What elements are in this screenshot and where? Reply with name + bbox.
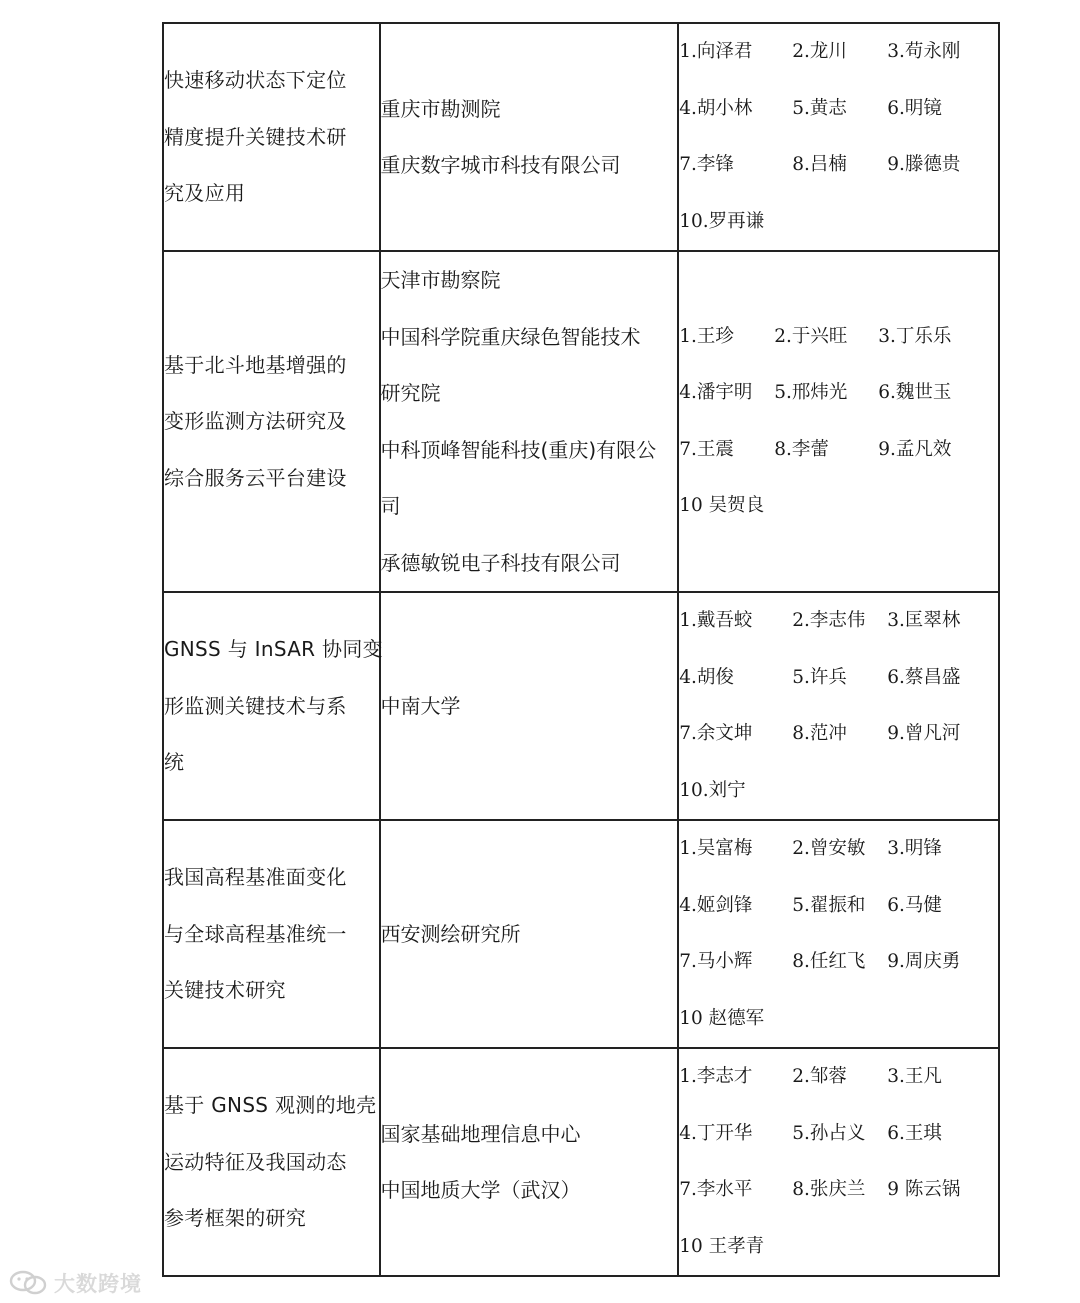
- units-cell: [380, 592, 679, 820]
- unit-name: 中国地质大学（武汉）: [380, 1178, 581, 1202]
- person-name: 4.姬剑锋: [679, 894, 753, 916]
- person-name: 6.王琪: [887, 1122, 942, 1144]
- person-name: 9.周庆勇: [887, 951, 961, 972]
- unit-name: 国家基础地理信息中心: [380, 1121, 581, 1146]
- table-row: [163, 1048, 999, 1276]
- person-name: 1.戴吾蛟: [679, 610, 753, 631]
- person-name: 7.马小辉: [679, 951, 753, 972]
- person-name: 6.明镜: [887, 97, 942, 119]
- project-name-cell: [163, 23, 380, 251]
- award-table: [162, 22, 1000, 1277]
- table-row: [163, 251, 999, 592]
- project-name-line: 综合服务云平台建设: [164, 465, 347, 490]
- person-name: 5.翟振和: [792, 894, 866, 916]
- person-name: 1.吴富梅: [679, 838, 753, 859]
- project-name-cell: [163, 1048, 380, 1276]
- project-name-line: 精度提升关键技术研: [164, 124, 347, 149]
- person-name: 3.苟永刚: [887, 41, 961, 62]
- person-name: 8.吕楠: [792, 154, 847, 175]
- people-cell: [678, 23, 999, 251]
- project-name-cell: [163, 592, 383, 820]
- person-name: 3.明锋: [887, 838, 942, 859]
- project-name-cell: [163, 251, 380, 592]
- unit-name: 重庆市勘测院: [380, 96, 501, 121]
- units-cell: [380, 1048, 679, 1276]
- unit-name: 重庆数字城市科技有限公司: [380, 153, 621, 177]
- person-name: 7.王震: [679, 438, 734, 460]
- project-name-line: 究及应用: [164, 181, 246, 206]
- person-name: 6.蔡昌盛: [887, 666, 961, 688]
- person-name: 9.曾凡河: [887, 723, 961, 744]
- unit-name: 司: [380, 494, 401, 518]
- person-name: 9 陈云锅: [887, 1179, 961, 1200]
- person-name: 9.孟凡效: [878, 438, 952, 460]
- project-name-line: 基于 GNSS 观测的地壳: [164, 1093, 377, 1118]
- project-name-line: 我国高程基准面变化: [164, 865, 347, 890]
- person-name: 3.匡翠林: [887, 610, 961, 631]
- person-name: 6.马健: [887, 894, 942, 916]
- person-name: 5.邢炜光: [774, 382, 848, 403]
- person-name: 10 赵德军: [679, 1007, 765, 1029]
- person-name: 5.许兵: [792, 666, 847, 688]
- person-name: 10 吴贺良: [679, 495, 765, 516]
- person-name: 4.潘宇明: [679, 382, 753, 403]
- person-name: 6.魏世玉: [878, 382, 952, 403]
- person-name: 9.滕德贵: [887, 154, 961, 175]
- project-name-line: 变形监测方法研究及: [164, 409, 347, 434]
- people-cell: [678, 1048, 999, 1276]
- person-name: 2.李志伟: [792, 610, 866, 631]
- person-name: 4.丁开华: [679, 1122, 753, 1144]
- person-name: 3.王凡: [887, 1066, 942, 1087]
- units-cell: [380, 820, 679, 1048]
- person-name: 7.李锋: [679, 154, 734, 175]
- person-name: 2.曾安敏: [792, 838, 866, 859]
- person-name: 8.张庆兰: [792, 1179, 866, 1200]
- unit-name: 承德敏锐电子科技有限公司: [380, 550, 621, 575]
- watermark-text: 大数跨境: [54, 1272, 142, 1296]
- watermark: [8, 1266, 142, 1300]
- project-name-cell: [163, 820, 380, 1048]
- person-name: 1.向泽君: [679, 41, 753, 62]
- wechat-logo-icon: [8, 1270, 48, 1296]
- unit-name: 研究院: [380, 381, 441, 405]
- person-name: 2.龙川: [792, 41, 847, 62]
- project-name-line: 快速移动状态下定位: [164, 68, 347, 93]
- table-row: [163, 592, 999, 820]
- people-cell: [678, 820, 999, 1048]
- person-name: 4.胡俊: [679, 666, 734, 688]
- person-name: 10.刘宁: [679, 779, 746, 801]
- people-cell: [678, 251, 999, 592]
- table-row: [163, 23, 999, 251]
- table-row: [163, 820, 999, 1048]
- project-name-line: GNSS 与 InSAR 协同变: [164, 637, 383, 662]
- person-name: 3.丁乐乐: [878, 325, 952, 347]
- person-name: 7.余文坤: [679, 723, 753, 744]
- project-name-line: 运动特征及我国动态: [164, 1149, 347, 1174]
- project-name-line: 参考框架的研究: [164, 1206, 307, 1231]
- project-name-line: 形监测关键技术与系: [164, 693, 347, 718]
- person-name: 5.孙占义: [792, 1122, 866, 1144]
- person-name: 8.范冲: [792, 723, 847, 744]
- units-cell: [380, 251, 679, 592]
- unit-name: 中国科学院重庆绿色智能技术: [380, 324, 641, 349]
- project-name-line: 基于北斗地基增强的: [164, 352, 347, 377]
- person-name: 1.李志才: [679, 1066, 753, 1087]
- unit-name: 天津市勘察院: [380, 268, 501, 292]
- person-name: 4.胡小林: [679, 97, 753, 119]
- project-name-line: 关键技术研究: [164, 978, 286, 1003]
- project-name-line: 统: [164, 750, 185, 775]
- person-name: 1.王珍: [679, 325, 734, 347]
- person-name: 2.于兴旺: [774, 325, 848, 347]
- unit-name: 中科顶峰智能科技(重庆)有限公: [380, 437, 657, 462]
- person-name: 10.罗再谦: [679, 210, 765, 232]
- person-name: 8.任红飞: [792, 951, 866, 972]
- people-cell: [678, 592, 999, 820]
- person-name: 2.邹蓉: [792, 1066, 847, 1087]
- person-name: 8.李蕾: [774, 438, 829, 460]
- person-name: 5.黄志: [792, 97, 847, 119]
- units-cell: [380, 23, 679, 251]
- project-name-line: 与全球高程基准统一: [164, 921, 347, 946]
- unit-name: 西安测绘研究所: [380, 921, 521, 946]
- unit-name: 中南大学: [380, 693, 461, 718]
- person-name: 10 王孝青: [679, 1235, 765, 1257]
- person-name: 7.李水平: [679, 1179, 753, 1200]
